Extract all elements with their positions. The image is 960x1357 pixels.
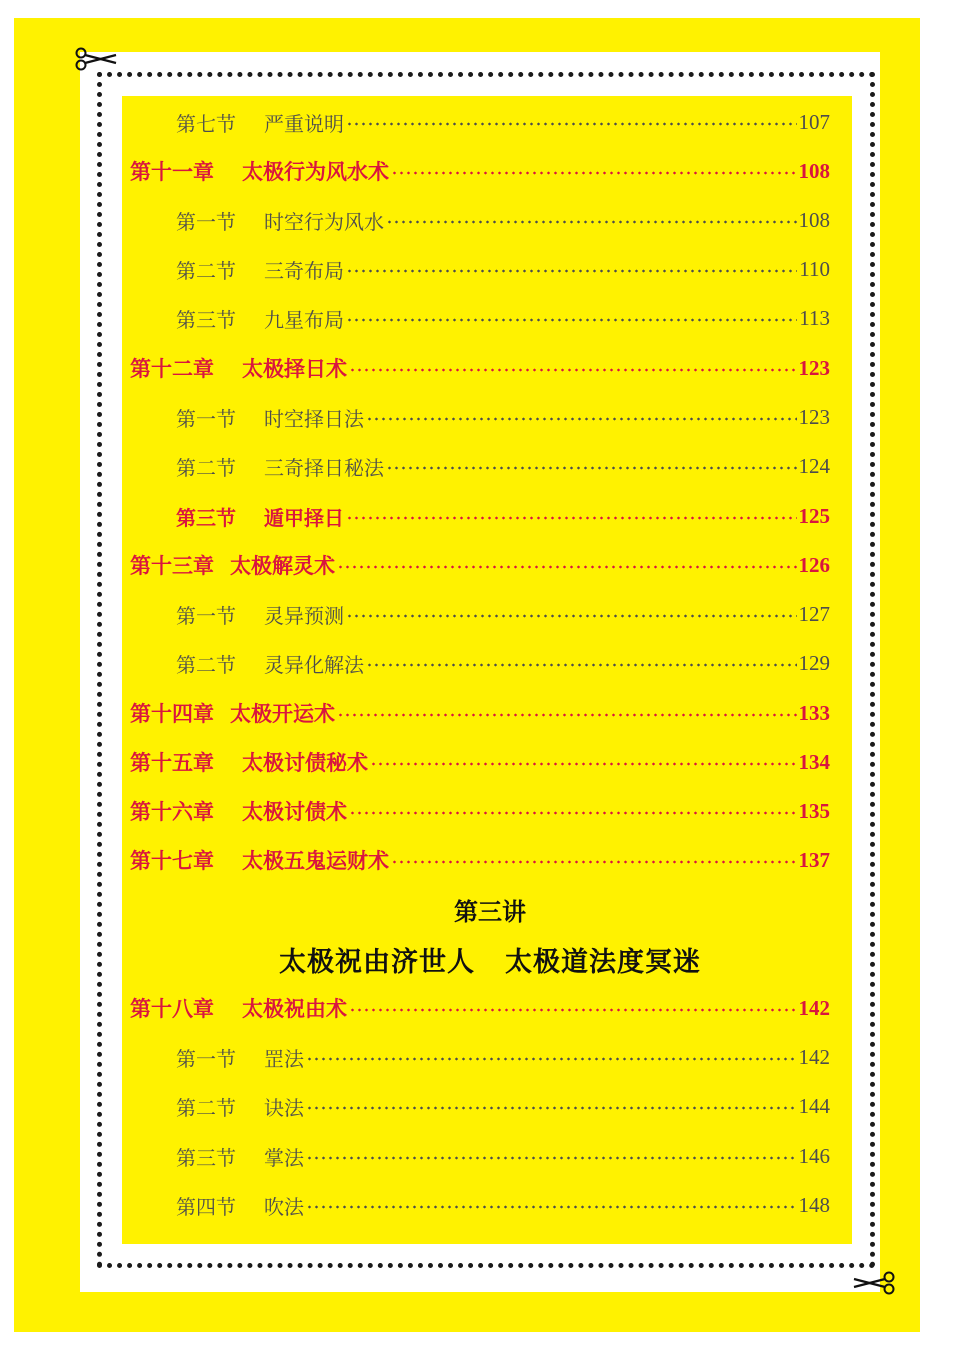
dot-leader <box>370 762 797 766</box>
dot-leader <box>366 663 797 667</box>
toc-entry-page: 125 <box>798 503 830 528</box>
toc-entry-title: 九星布局 <box>264 307 344 332</box>
toc-entry[interactable] <box>130 104 830 140</box>
scissors-icon <box>74 46 118 72</box>
toc-entry[interactable] <box>130 350 830 386</box>
dot-leader <box>366 417 797 421</box>
dot-leader <box>349 811 797 815</box>
toc-entry-page: 142 <box>798 995 830 1020</box>
toc-entry[interactable] <box>130 645 830 681</box>
toc-entry-page: 110 <box>799 256 830 281</box>
toc-entry-title: 三奇择日秘法 <box>264 455 384 480</box>
toc-entry-title: 太极讨债秘术 <box>242 750 368 775</box>
part-subtitle-left: 太极祝由济世人 <box>279 947 475 978</box>
toc-entry-page: 133 <box>798 700 830 725</box>
toc-entry[interactable] <box>130 202 830 238</box>
toc-entry[interactable] <box>130 399 830 435</box>
toc-entry-label: 第十五章 <box>130 750 214 775</box>
toc-entry-page: 123 <box>798 355 830 380</box>
toc-entry-label: 第十八章 <box>130 996 214 1021</box>
part-number-heading: 第三讲 <box>454 897 526 926</box>
toc-entry-label: 第十七章 <box>130 848 214 873</box>
toc-entry-page: 107 <box>798 109 830 134</box>
toc-entry[interactable] <box>130 498 830 534</box>
toc-entry[interactable] <box>130 695 830 731</box>
toc-entry-label: 第二节 <box>176 455 236 480</box>
dot-leader <box>306 1106 797 1110</box>
dot-leader <box>349 1008 797 1012</box>
toc-entry-page: 123 <box>798 404 830 429</box>
toc-entry-title: 罡法 <box>264 1046 304 1071</box>
toc-entry-label: 第十一章 <box>130 159 214 184</box>
toc-entry-page: 137 <box>798 847 830 872</box>
toc-entry[interactable] <box>130 1039 830 1075</box>
toc-entry-page: 108 <box>798 158 830 183</box>
toc-entry[interactable] <box>130 990 830 1026</box>
toc-entry-label: 第三节 <box>176 307 236 332</box>
toc-entry-label: 第一节 <box>176 209 236 234</box>
toc-entry-page: 113 <box>799 305 830 330</box>
dot-leader <box>346 516 797 520</box>
dot-leader <box>337 565 797 569</box>
toc-entry-label: 第十六章 <box>130 799 214 824</box>
dot-leader <box>391 171 797 175</box>
dot-leader <box>346 318 797 322</box>
toc-entry-title: 太极择日术 <box>242 356 347 381</box>
part-subtitle-heading <box>130 940 850 979</box>
toc-entry-title: 太极五鬼运财术 <box>242 848 389 873</box>
table-of-contents <box>130 96 830 1236</box>
toc-entry-page: 148 <box>798 1192 830 1217</box>
toc-entry-label: 第四节 <box>176 1194 236 1219</box>
toc-entry[interactable] <box>130 842 830 878</box>
toc-entry-label: 第十三章 <box>130 553 214 578</box>
toc-entry-page: 124 <box>798 453 830 478</box>
toc-entry-page: 135 <box>798 798 830 823</box>
dot-leader <box>386 220 797 224</box>
toc-entry-page: 108 <box>798 207 830 232</box>
toc-entry-title: 严重说明 <box>264 111 344 136</box>
dot-leader <box>391 860 797 864</box>
toc-entry-page: 134 <box>798 749 830 774</box>
toc-entry-page: 144 <box>798 1093 830 1118</box>
toc-entry[interactable] <box>130 1088 830 1124</box>
toc-entry-label: 第十二章 <box>130 356 214 381</box>
toc-entry-title: 灵异预测 <box>264 603 344 628</box>
part-subtitle-right: 太极道法度冥迷 <box>505 947 701 978</box>
toc-entry[interactable] <box>130 1138 830 1174</box>
toc-entry-page: 127 <box>798 601 830 626</box>
scissors-icon <box>852 1270 896 1296</box>
toc-entry-title: 吹法 <box>264 1194 304 1219</box>
toc-entry[interactable] <box>130 251 830 287</box>
dot-leader <box>346 122 797 126</box>
toc-entry-label: 第七节 <box>176 111 236 136</box>
toc-entry-title: 太极解灵术 <box>230 553 335 578</box>
toc-entry-title: 时空行为风水 <box>264 209 384 234</box>
toc-entry[interactable] <box>130 448 830 484</box>
toc-entry[interactable] <box>130 793 830 829</box>
toc-entry-label: 第一节 <box>176 1046 236 1071</box>
toc-entry-title: 太极祝由术 <box>242 996 347 1021</box>
toc-entry-label: 第三节 <box>176 1145 236 1170</box>
dot-leader <box>306 1205 797 1209</box>
dot-leader <box>306 1156 797 1160</box>
toc-entry-label: 第十四章 <box>130 701 214 726</box>
toc-entry-title: 太极行为风水术 <box>242 159 389 184</box>
dot-leader <box>306 1057 797 1061</box>
toc-entry-title: 时空择日法 <box>264 406 364 431</box>
toc-entry-page: 129 <box>798 650 830 675</box>
toc-entry[interactable] <box>130 744 830 780</box>
toc-entry-page: 126 <box>798 552 830 577</box>
toc-entry-title: 诀法 <box>264 1095 304 1120</box>
toc-entry[interactable] <box>130 1187 830 1223</box>
toc-entry-title: 三奇布局 <box>264 258 344 283</box>
toc-entry-page: 146 <box>798 1143 830 1168</box>
toc-entry-label: 第二节 <box>176 652 236 677</box>
toc-entry-label: 第二节 <box>176 258 236 283</box>
dot-leader <box>346 269 797 273</box>
toc-entry-page: 142 <box>798 1044 830 1069</box>
toc-entry-title: 太极开运术 <box>230 701 335 726</box>
toc-entry[interactable] <box>130 596 830 632</box>
dot-leader <box>346 614 797 618</box>
toc-entry[interactable] <box>130 300 830 336</box>
toc-entry-label: 第一节 <box>176 603 236 628</box>
toc-entry-title: 太极讨债术 <box>242 799 347 824</box>
toc-entry-label: 第二节 <box>176 1095 236 1120</box>
toc-entry-title: 遁甲择日 <box>264 505 344 530</box>
toc-entry-title: 掌法 <box>264 1145 304 1170</box>
toc-entry[interactable] <box>130 547 830 583</box>
toc-entry-title: 灵异化解法 <box>264 652 364 677</box>
toc-entry-label: 第三节 <box>176 505 236 530</box>
dot-leader <box>349 368 797 372</box>
dot-leader <box>386 466 797 470</box>
toc-entry-label: 第一节 <box>176 406 236 431</box>
toc-entry[interactable] <box>130 153 830 189</box>
dot-leader <box>337 713 797 717</box>
